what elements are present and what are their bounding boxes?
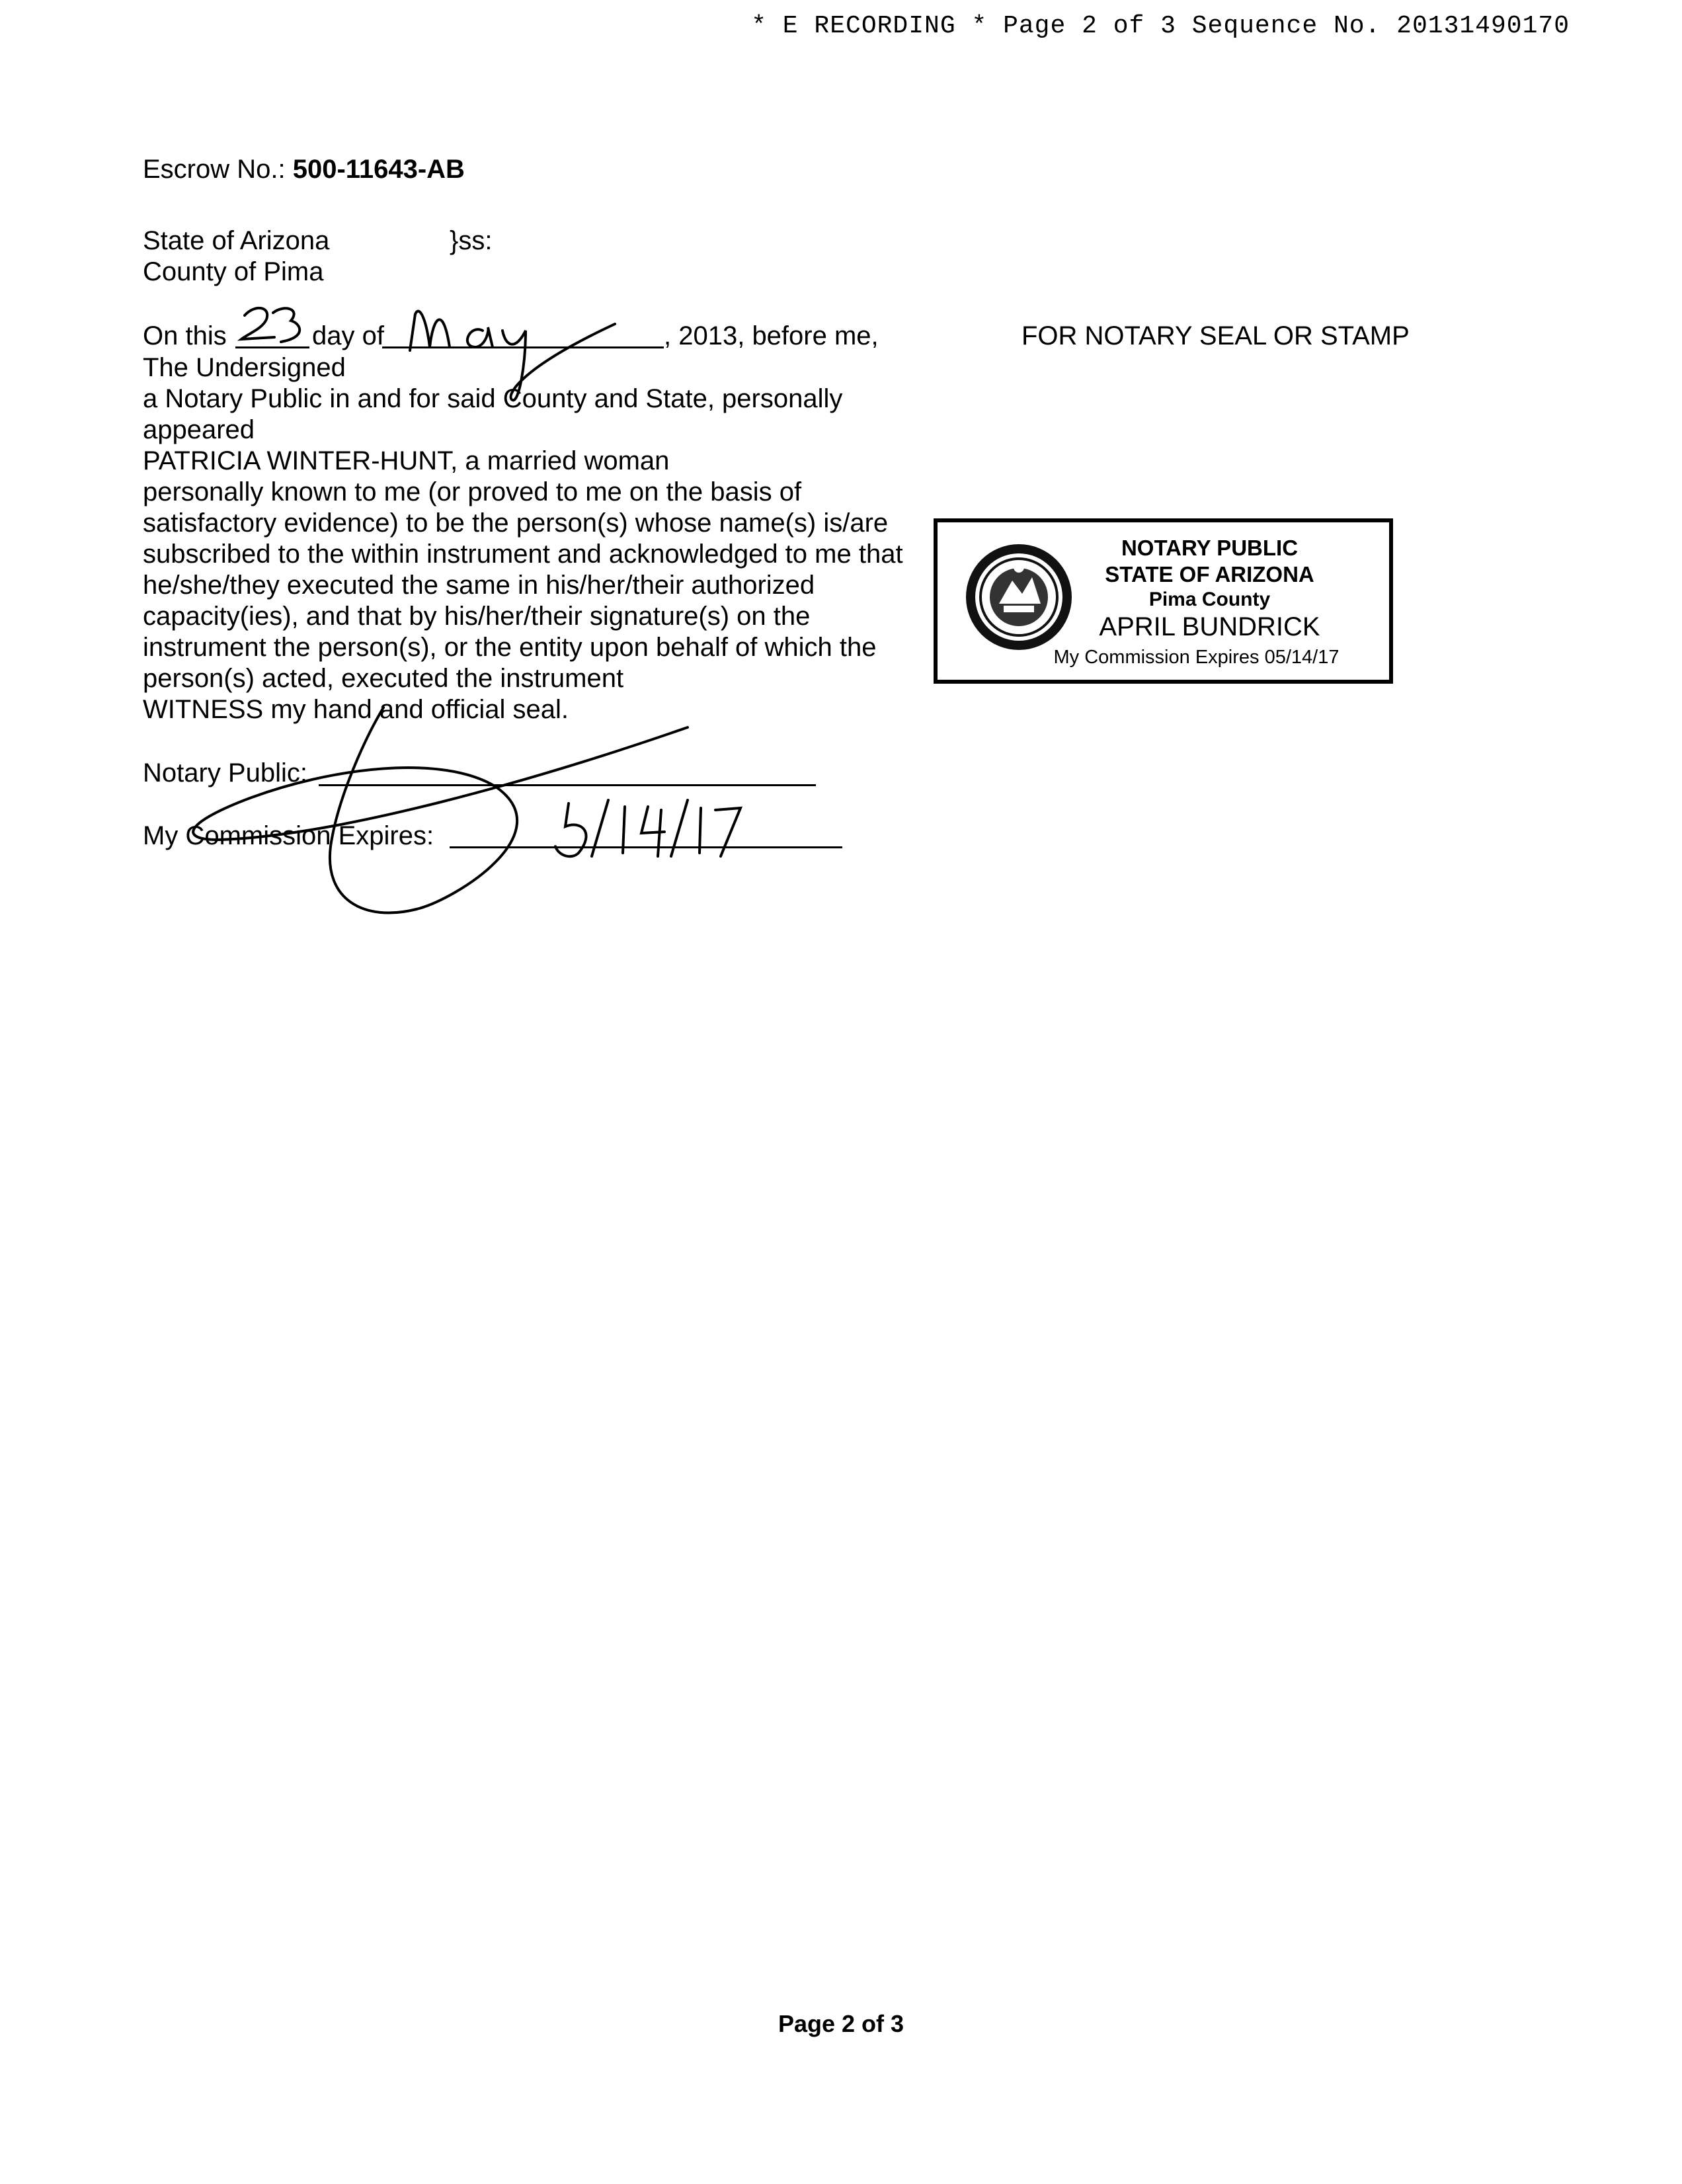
month-blank [382,346,664,348]
body-line: person(s) acted, executed the instrument [143,664,624,693]
notary-signature [165,701,707,926]
stamp-notary-name: APRIL BUNDRICK [1099,612,1320,641]
stamp-title: NOTARY PUBLIC [1121,536,1299,560]
body-line: personally known to me (or proved to me on the basis of [143,477,802,506]
day-of-label: day of [312,321,384,350]
body-line: he/she/they executed the same in his/her/their authorized [143,571,815,600]
escrow-line [143,153,465,185]
handwritten-day [235,301,314,354]
stamp-state: STATE OF ARIZONA [1105,562,1314,586]
notary-public-label: Notary Public: [143,758,307,788]
notary-signature-line [319,784,816,786]
appeared-line: appeared [143,415,255,444]
body-line: subscribed to the within instrument and acknowledged to me that [143,540,903,569]
officer-name: The Undersigned [143,353,346,382]
on-this-label: On this [143,321,227,350]
body-line: instrument the person(s), or the entity upon behalf of which the [143,633,877,662]
notary-line: a Notary Public in and for said County and State, personally [143,384,843,413]
acknowledgment-body [143,384,903,725]
recording-header: * E RECORDING * Page 2 of 3 Sequence No. 20131490170 [751,12,1570,40]
witness-line: WITNESS my hand and official seal. [143,695,569,724]
handwritten-expiry [542,793,754,866]
seal-area-label: FOR NOTARY SEAL OR STAMP [1021,321,1410,350]
commission-expires-line [450,846,842,848]
body-line: satisfactory evidence) to be the person(s) whose name(s) is/are [143,508,889,538]
stamp-county: Pima County [1148,588,1271,610]
venue-county: County of Pima [143,257,324,286]
commission-expires-label: My Commission Expires: [143,821,434,850]
escrow-number: 500-11643-AB [292,155,465,184]
escrow-label: Escrow No.: [143,155,286,184]
notary-stamp [934,518,1393,684]
day-blank [235,346,309,348]
year-before-label: , 2013, before me, [664,321,879,350]
body-line: capacity(ies), and that by his/her/their signature(s) on the [143,602,811,631]
appearing-person: PATRICIA WINTER-HUNT, a married woman [143,446,670,475]
page-footer: Page 2 of 3 [778,2010,904,2037]
venue-state: State of Arizona [143,226,330,255]
venue-ss: }ss: [450,226,493,255]
stamp-commission: My Commission Expires 05/14/17 [1053,647,1340,668]
